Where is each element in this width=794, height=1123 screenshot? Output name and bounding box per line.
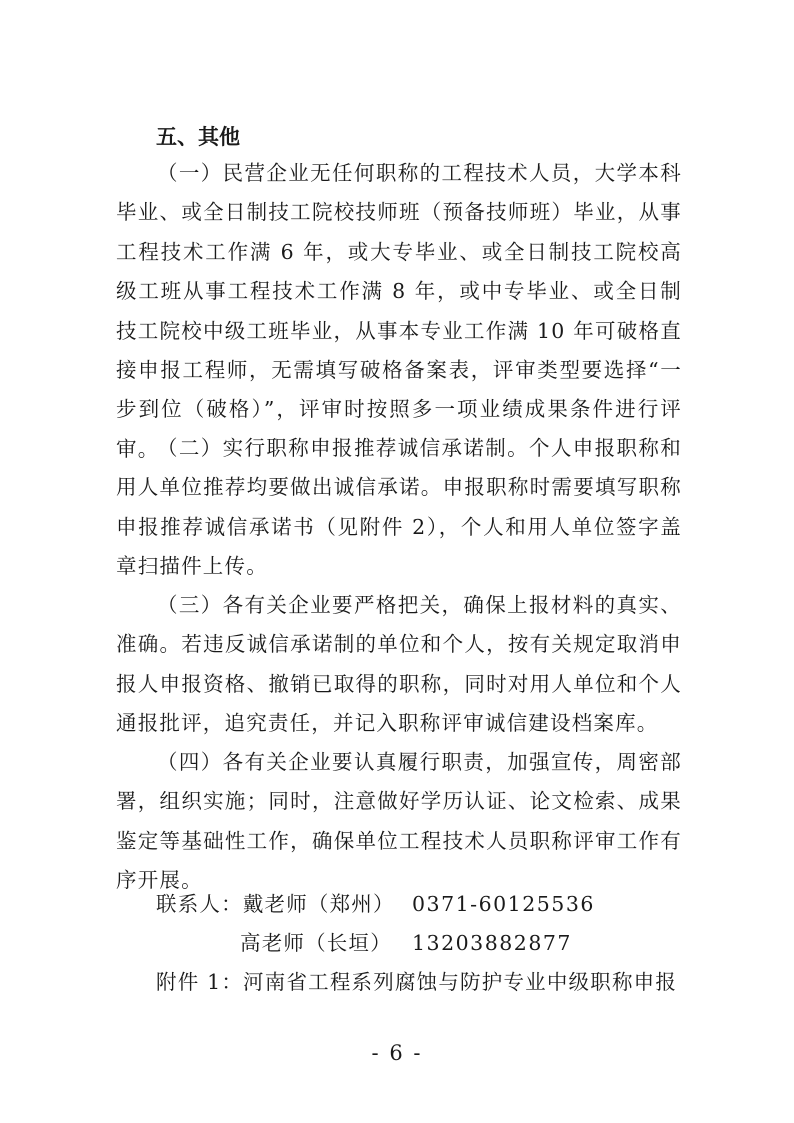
paragraph-4: （四）各有关企业要认真履行职责，加强宣传，周密部署，组织实施；同时，注意做好学历认证、论文检索、成果鉴定等基础性工作，确保单位工程技术人员职称评审工作有序开展。 bbox=[116, 750, 682, 893]
attachment-line: 附件 1：河南省工程系列腐蚀与防护专业中级职称申报 bbox=[156, 970, 678, 994]
contact-name-1: 戴老师（郑州） bbox=[242, 892, 395, 916]
contact-phone-2: 13203882877 bbox=[412, 931, 572, 955]
section-heading: 五、其他 bbox=[156, 125, 240, 149]
contact-line-1 bbox=[156, 885, 595, 923]
paragraph-2: （二）实行职称申报推荐诚信承诺制。个人申报职称和用人单位推荐均要做出诚信承诺。申报职称时需要填写职称申报推荐诚信承诺书（见附件 2），个人和用人单位签字盖章扫描件上传。 bbox=[116, 436, 682, 579]
paragraph-3: （三）各有关企业要严格把关，确保上报材料的真实、准确。若违反诚信承诺制的单位和个人，按有关规定取消申报人申报资格、撤销已取得的职称，同时对用人单位和个人通报批评，追究责任，并记入职称评审诚信建设档案库。 bbox=[116, 593, 682, 736]
contact-label: 联系人： bbox=[156, 892, 243, 916]
contact-phone-1: 0371-60125536 bbox=[412, 892, 595, 916]
contact-name-2: 高老师（长垣） bbox=[240, 931, 392, 955]
contact-line-2 bbox=[240, 924, 572, 962]
page-number: - 6 - bbox=[371, 1041, 423, 1065]
paragraph-1: （一）民营企业无任何职称的工程技术人员，大学本科毕业、或全日制技工院校技师班（预备技师班）毕业，从事工程技术工作满 6 年，或大专毕业、或全日制技工院校高级工班从事工程技术工作满 8 年，或中专毕业、或全日制技工院校中级工班毕业，从事本专业工作满 10 年可破格直接申报工程师，无需填写破格备案表，评审类型要选择“一步到位（破格）”，评审时按照多一项业绩成果条件进行评审。 bbox=[116, 161, 682, 461]
